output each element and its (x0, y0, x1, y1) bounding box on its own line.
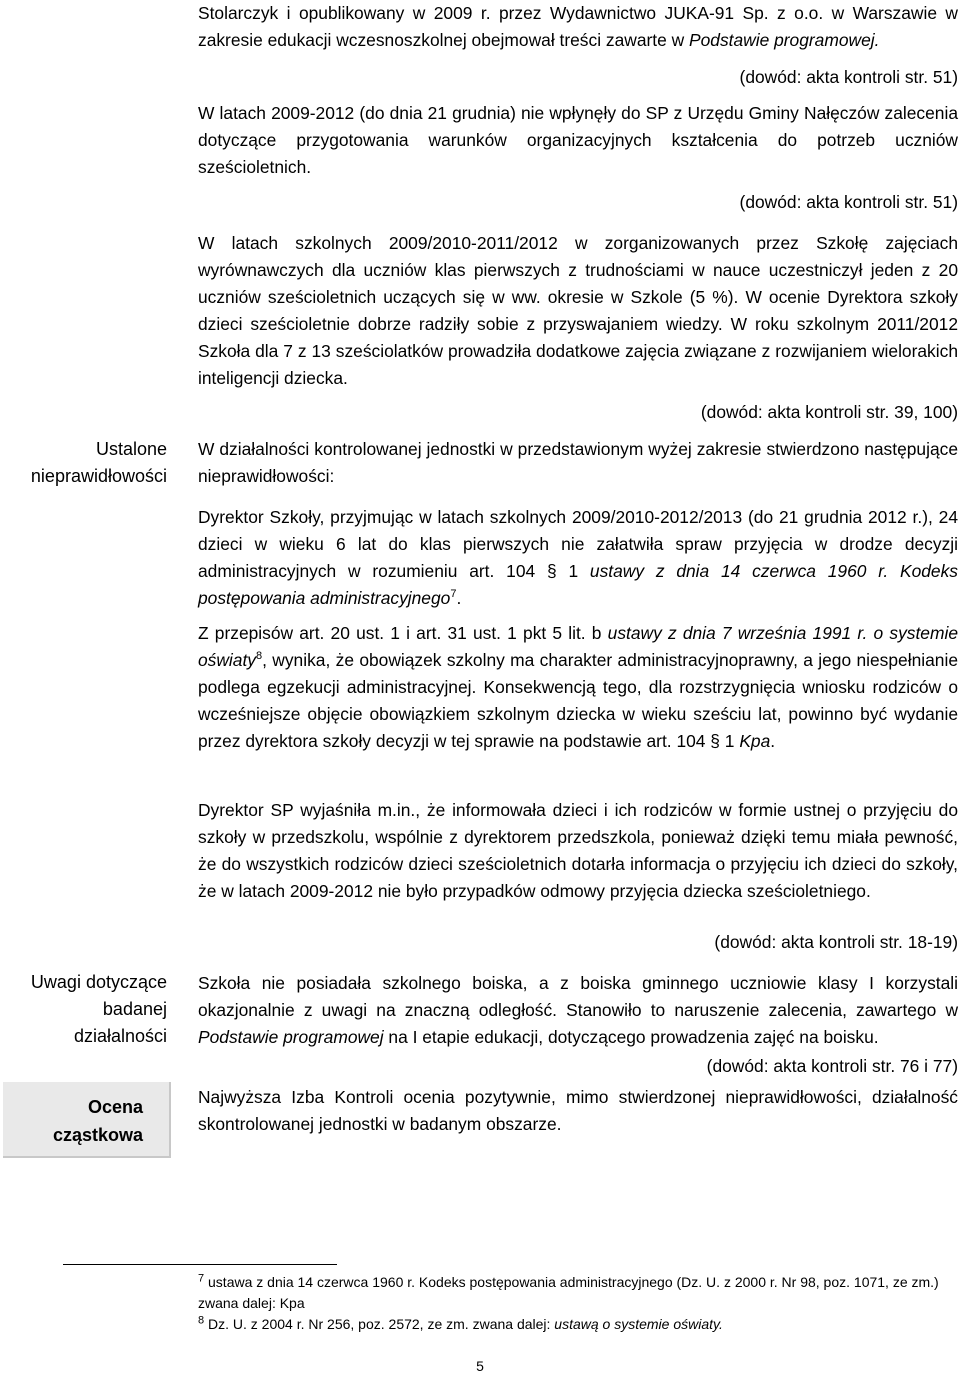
p6-end: . (770, 731, 776, 751)
paragraph-6 (198, 620, 958, 755)
evidence-1: (dowód: akta kontroli str. 51) (739, 67, 958, 87)
footnote-8-text: Dz. U. z 2004 r. Nr 256, poz. 2572, ze zm. zwana dalej: (204, 1316, 555, 1332)
p1-text: Stolarczyk i opublikowany w 2009 r. przez Wydawnictwo JUKA-91 Sp. z o.o. w Warszawie w zakresie edukacji wczesnoszkolnej obejmował treści zawarte w (198, 3, 958, 50)
p6-text: Z przepisów art. 20 ust. 1 i art. 31 ust. 1 pkt 5 lit. b (198, 623, 608, 643)
p6-number: 1 (719, 731, 740, 751)
p5-text: Dyrektor Szkoły, przyjmując w latach szkolnych 2009/2010-2012/2013 (do 21 grudnia 2012 r.), 24 dzieci w wieku 6 lat do klas pierwszych nie załatwiła spraw przyjęcia w drodze decyzji administracyjnych w rozumieniu art. 104 (198, 507, 958, 581)
evidence-3: (dowód: akta kontroli str. 39, 100) (700, 402, 958, 422)
p7-text: Dyrektor SP wyjaśniła m.in., że informowała dzieci i ich rodziców w formie ustnej o przyjęciu do szkoły w przedszkolu, wspólnie z dyrektorem przedszkola, ponieważ dzięki temu miała pewność, że do wszystkich rodziców dzieci sześcioletnich dotarła informacja o przyjęciu ich dzieci do szkoły, że w latach 2009-2012 nie było przypadków odmowy przyjęcia dziecka sześcioletniego. (198, 800, 958, 901)
sidebar (0, 0, 175, 1160)
p6-text-2: , wynika, że obowiązek szkolny ma charakter administracyjnoprawny, a jego niespełnianie podlega egzekucji administracyjnej. Konsekwencją tego, dla rozstrzygnięcia wniosku rodziców o wcześniejsze objęcie obowiązkiem szkolnym dziecka w wieku sześciu lat, powinno być wydanie przez dyrektora szkoły decyzji w tej sprawie na podstawie art. 104 (198, 650, 958, 751)
p8-italic: Podstawie programowej (198, 1027, 384, 1047)
paragraph-2 (198, 100, 958, 181)
paragraph-8 (198, 970, 958, 1051)
p6-kpa: Kpa (739, 731, 771, 751)
paragraph-4 (198, 436, 958, 490)
footnote-8 (198, 1314, 958, 1335)
paragraph-9 (198, 1084, 958, 1138)
p9-text: Najwyższa Izba Kontroli ocenia pozytywnie, mimo stwierdzonej nieprawidłowości, działalność skontrolowanej jednostki w badanym obszarze. (198, 1087, 958, 1134)
footnote-8-number: 8 (198, 1314, 205, 1327)
footnote-7-text: ustawa z dnia 14 czerwca 1960 r. Kodeks postępowania administracyjnego (Dz. U. z 2000 r. Nr 98, poz. 1071, ze zm.) zwana dalej: Kpa (198, 1274, 939, 1311)
footnotes (198, 1272, 958, 1335)
remarks-line-3: działalności (73, 1026, 167, 1046)
paragraph-7 (198, 797, 958, 905)
sidebar-assessment-box (3, 1082, 171, 1158)
page-number: 5 (476, 1358, 484, 1374)
footnote-8-italic: ustawą o systemie oświaty. (554, 1316, 723, 1332)
p2-text: W latach 2009-2012 (do dnia 21 grudnia) nie wpłynęły do SP z Urzędu Gminy Nałęczów zalecenia dotyczące przygotowania warunków organizacyjnych kształcenia do potrzeb uczniów sześcioletnich. (198, 103, 958, 177)
sidebar-label-findings (31, 436, 167, 490)
footnote-7 (198, 1272, 958, 1314)
footnote-separator (63, 1264, 337, 1265)
assessment-line-1: Ocena (87, 1097, 143, 1117)
findings-line-2: nieprawidłowości (30, 466, 167, 486)
footnote-ref-8: 8 (256, 650, 263, 663)
findings-line-1: Ustalone (95, 439, 167, 459)
paragraph-5 (198, 504, 958, 612)
evidence-5: (dowód: akta kontroli str. 76 i 77) (706, 1056, 958, 1076)
section-sign: § (710, 731, 720, 751)
assessment-line-2: cząstkowa (52, 1125, 143, 1145)
footnote-ref-7: 7 (450, 588, 457, 601)
remarks-line-2: badanej (102, 999, 167, 1019)
p8-text-2: na I etapie edukacji, dotyczącego prowadzenia zajęć na boisku. (383, 1027, 879, 1047)
p1-italic: Podstawie programowej. (689, 30, 880, 50)
section-sign: § (546, 561, 557, 581)
sidebar-label-remarks (31, 969, 167, 1050)
p6-act-title: ustawy z dnia 7 września 1991 r. o systemie oświaty (198, 623, 958, 670)
p5-number: 1 (556, 561, 590, 581)
evidence-2: (dowód: akta kontroli str. 51) (739, 192, 958, 212)
p3-text: W latach szkolnych 2009/2010-2011/2012 w zorganizowanych przez Szkołę zajęciach wyrównawczych dla uczniów klas pierwszych z trudnościami w nauce uczestniczył jeden z 20 uczniów sześcioletnich uczących się w ww. okresie w Szkole (5 %). W ocenie Dyrektora szkoły dzieci sześcioletnie dobrze radziły sobie z przyswajaniem wiedzy. W roku szkolnym 2011/2012 Szkoła dla 7 z 13 sześciolatków prowadziła dodatkowe zajęcia związane z rozwijaniem wielorakich inteligencji dziecka. (198, 233, 958, 388)
footnote-7-number: 7 (198, 1272, 205, 1285)
p8-text: Szkoła nie posiadała szkolnego boiska, a z boiska gminnego uczniowie klasy I korzystali okazjonalnie z uwagi na znaczną odległość. Stanowiło to naruszenie zalecenia, zawartego w (198, 973, 958, 1020)
p5-end: . (456, 588, 462, 608)
p5-act-title: ustawy z dnia 14 czerwca 1960 r. Kodeks postępowania administracyjnego (198, 561, 958, 608)
paragraph-3 (198, 230, 958, 392)
evidence-4: (dowód: akta kontroli str. 18-19) (714, 932, 958, 952)
remarks-line-1: Uwagi dotyczące (30, 972, 167, 992)
p4-text: W działalności kontrolowanej jednostki w przedstawionym wyżej zakresie stwierdzono następujące nieprawidłowości: (198, 439, 958, 486)
paragraph-1 (198, 0, 958, 54)
